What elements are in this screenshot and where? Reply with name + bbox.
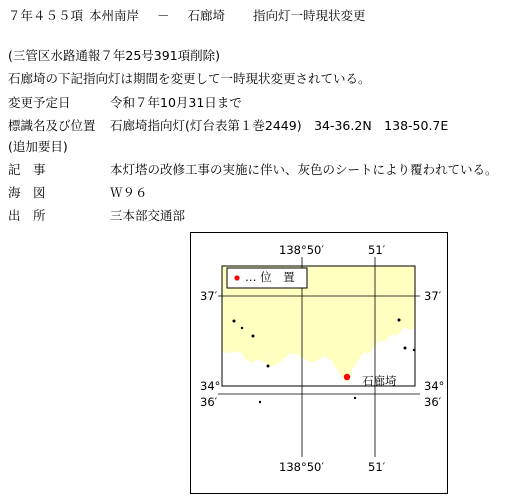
islet — [404, 347, 407, 350]
notice-heading — [8, 8, 366, 24]
notice-region: 本州南岸 — [89, 8, 140, 23]
islet — [252, 335, 255, 338]
lon-label-bottom-right: 51′ — [368, 460, 386, 474]
legend-marker — [234, 275, 239, 280]
lat-label-right-37: 37′ — [424, 289, 442, 303]
lon-label-top-left: 138°50′ — [279, 243, 324, 257]
location-label: 標識名及び位置 — [8, 118, 96, 133]
notice-dash: － — [157, 8, 170, 23]
lon-label-top-right: 51′ — [368, 243, 386, 257]
lat-label-left-36: 36′ — [200, 395, 218, 409]
source-label: 出 所 — [8, 208, 46, 223]
lat-label-left-34: 34° — [200, 379, 221, 393]
place-label: 石廊埼 — [362, 374, 397, 388]
remarks-value: 本灯塔の改修工事の実施に伴い、灰色のシートにより覆われている。 — [110, 162, 498, 177]
islet — [233, 320, 236, 323]
source-value: 三本部交通部 — [110, 208, 186, 223]
islet — [354, 397, 356, 399]
islet — [413, 349, 415, 351]
islet — [241, 327, 243, 329]
notice-subject: 指向灯一時現状変更 — [253, 8, 366, 23]
chart-value: Ｗ９６ — [110, 185, 148, 200]
additional-heading: (追加要目) — [8, 139, 68, 154]
lon-label-bottom-left: 138°50′ — [279, 460, 324, 474]
map-graphic — [190, 232, 448, 494]
notice-number: ７年４５５項 — [8, 8, 84, 23]
schedule-value: 令和７年10月31日まで — [110, 95, 242, 110]
legend-text: … 位 置 — [245, 270, 295, 284]
location-value: 石廊埼指向灯(灯台表第１巻2449) 34-36.2N 138-50.7E — [110, 118, 449, 133]
lat-label-left-37: 37′ — [200, 289, 218, 303]
lat-label-right-34: 34° — [424, 379, 445, 393]
reference-note: (三管区水路通報７年25号391項削除) — [8, 48, 221, 63]
location-map — [190, 232, 448, 494]
lat-label-right-36: 36′ — [424, 395, 442, 409]
schedule-label: 変更予定日 — [8, 95, 71, 110]
islet — [267, 365, 270, 368]
islet — [398, 319, 401, 322]
notice-place: 石廊埼 — [187, 8, 226, 23]
islet — [259, 401, 261, 403]
remarks-label: 記 事 — [8, 162, 46, 177]
chart-label: 海 図 — [8, 185, 46, 200]
summary-text: 石廊埼の下記指向灯は期間を変更して一時現状変更されている。 — [8, 71, 371, 86]
position-marker — [344, 374, 350, 380]
